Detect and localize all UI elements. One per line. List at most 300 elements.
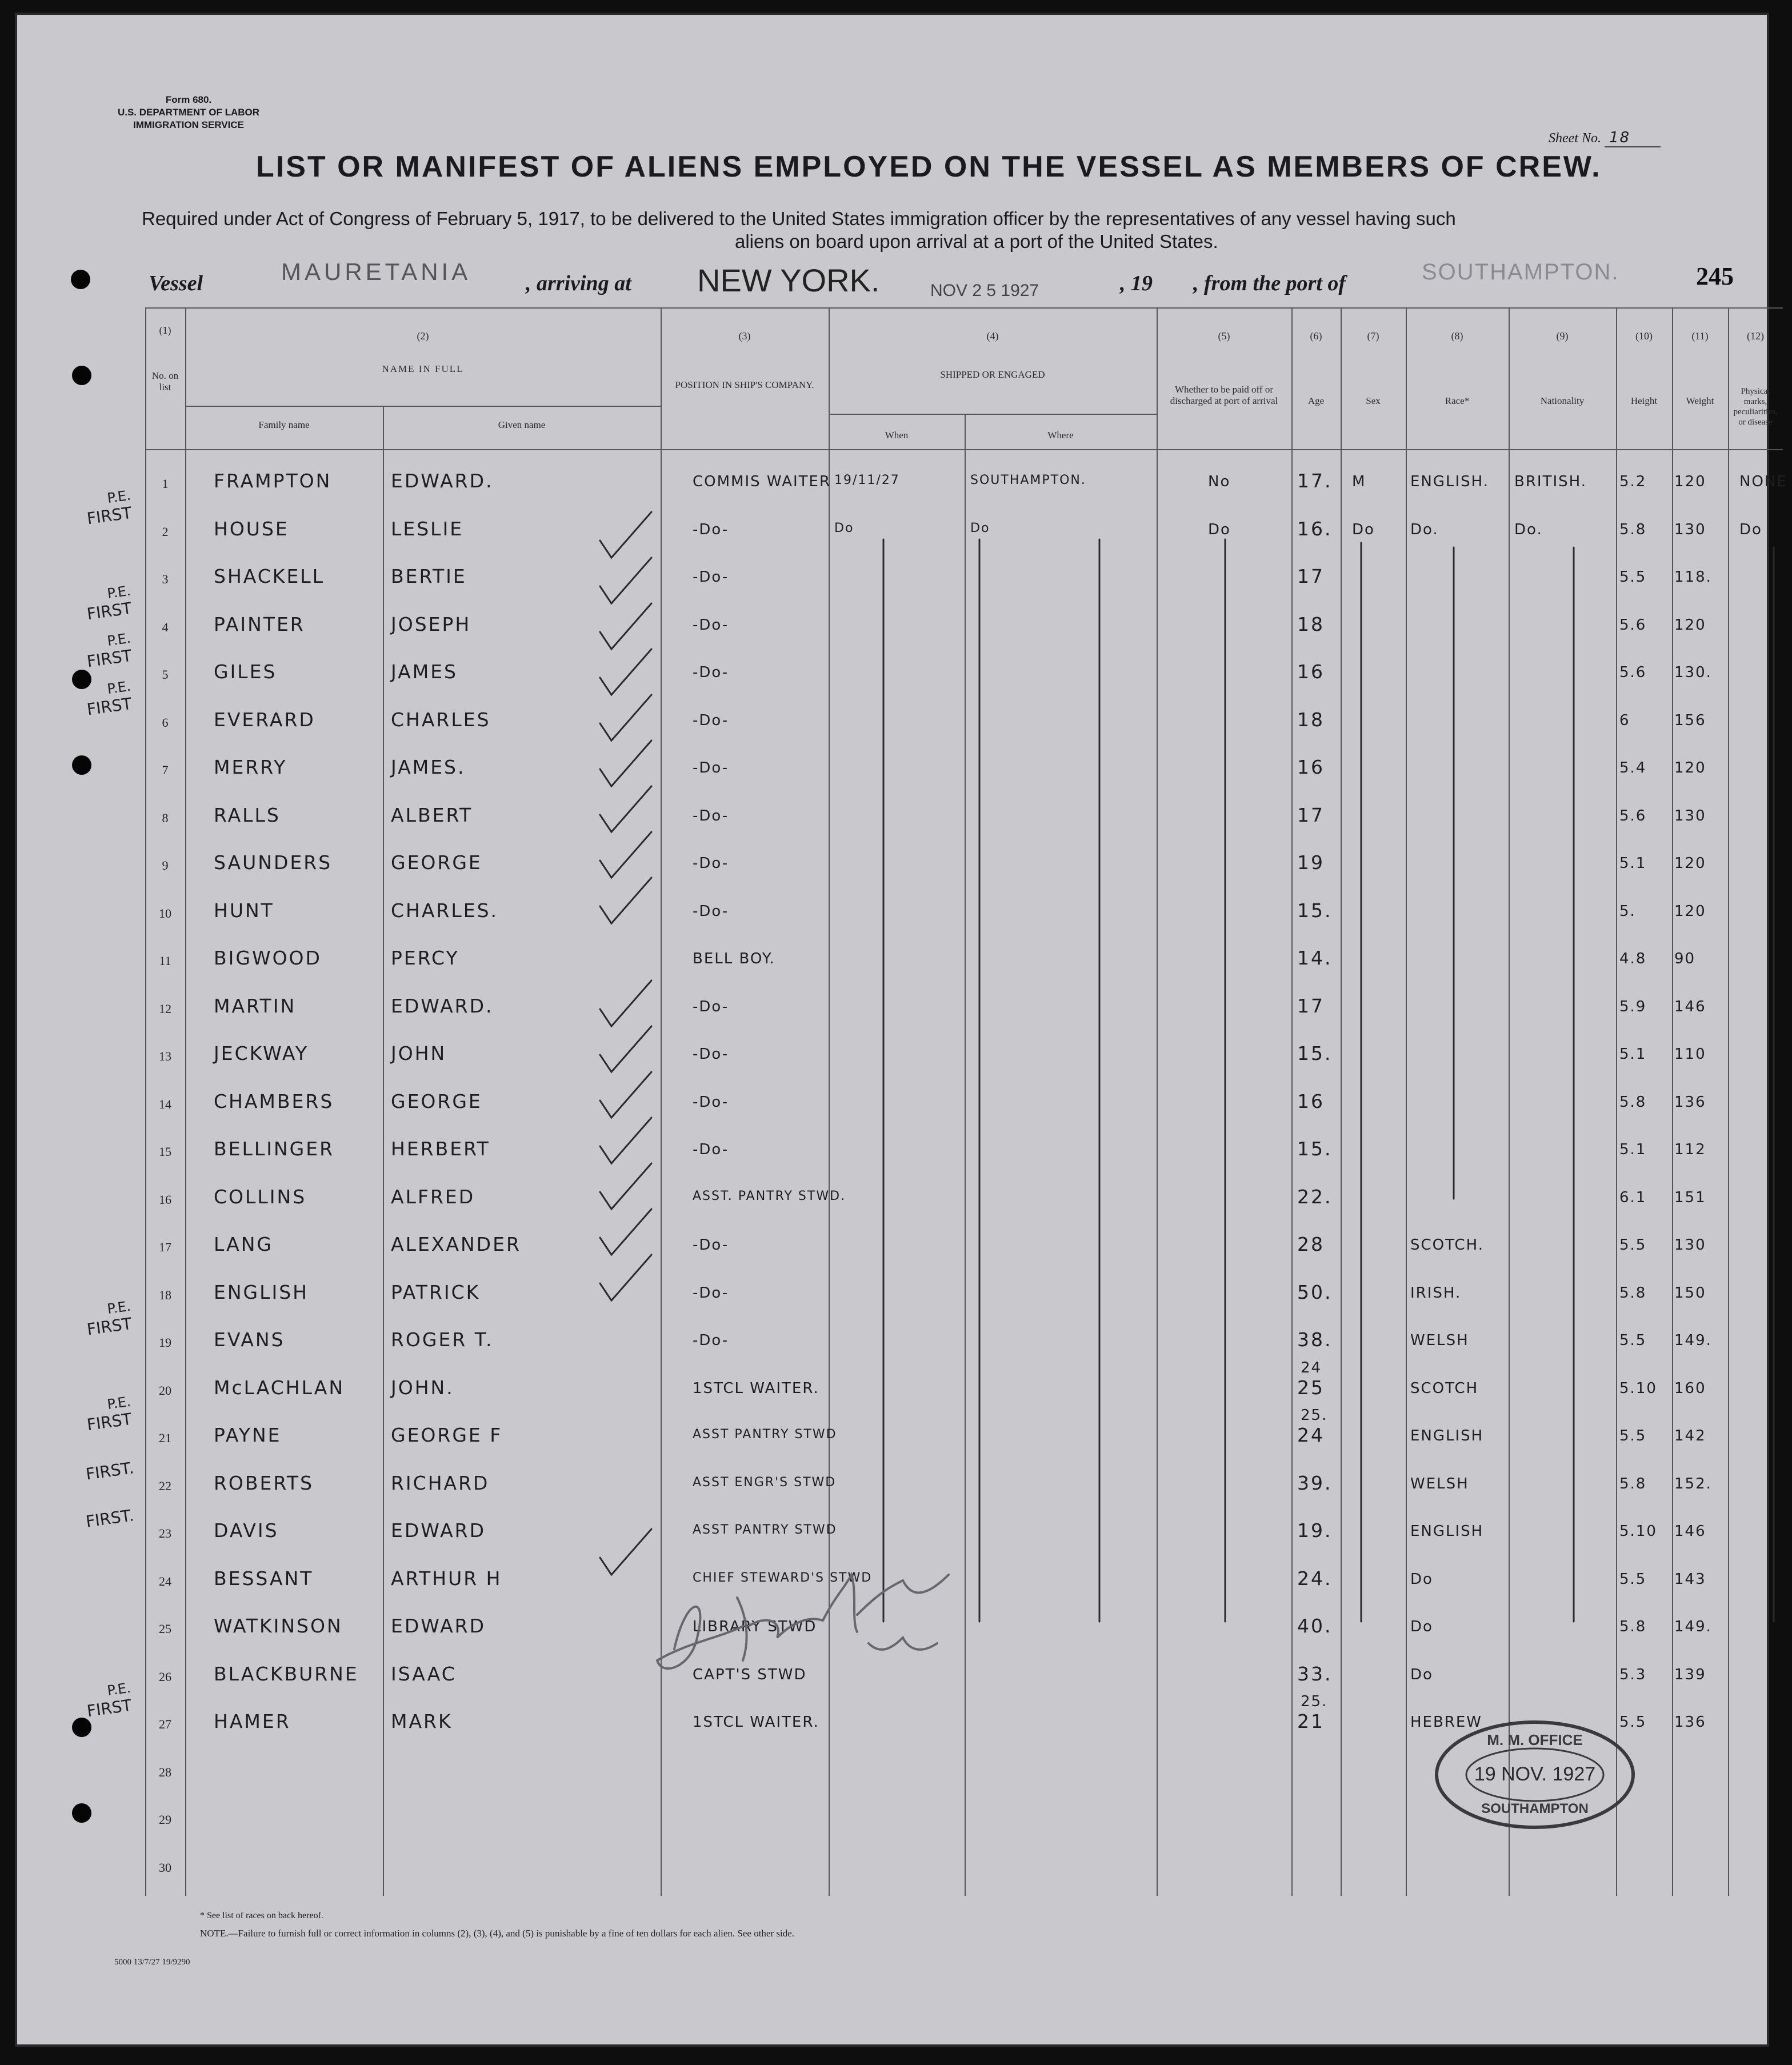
table-row [145, 1223, 1783, 1271]
table-row [145, 1080, 1783, 1128]
row-height: 5.5 [1619, 1332, 1647, 1349]
row-position: -Do- [693, 1284, 729, 1302]
header-race: Race* [1445, 395, 1470, 406]
table-row [145, 1843, 1783, 1891]
table-row [145, 1032, 1783, 1080]
row-number: 5 [162, 667, 169, 682]
page-number: 245 [1696, 262, 1734, 290]
row-age: 14. [1297, 947, 1333, 969]
row-height: 5.8 [1619, 521, 1647, 538]
row-shipped-when: 19/11/27 [834, 473, 900, 487]
margin-note-line: FIRST [86, 503, 133, 528]
year-label: , 19 [1120, 271, 1153, 295]
row-race: ENGLISH [1410, 1523, 1484, 1540]
row-age: 24 [1297, 1424, 1325, 1446]
arrival-date: NOV 2 5 1927 [930, 281, 1039, 300]
table-row [145, 698, 1783, 746]
row-given-name: JOHN [391, 1042, 447, 1064]
col-num-8: (8) [1451, 330, 1463, 342]
row-family-name: EVERARD [214, 708, 315, 731]
header-physical-marks: Physical marks, peculiarities, or disease [1733, 387, 1778, 427]
row-height: 5.6 [1619, 807, 1647, 825]
row-age: 16 [1297, 756, 1325, 778]
row-number: 6 [162, 715, 169, 730]
row-weight: 151 [1674, 1188, 1706, 1206]
row-number: 3 [162, 572, 169, 586]
table-row [145, 1318, 1783, 1366]
margin-note-line: FIRST [86, 694, 133, 719]
row-given-name: JOSEPH [391, 613, 471, 635]
row-number: 23 [159, 1526, 171, 1540]
row-number: 22 [159, 1478, 171, 1493]
row-height: 5.5 [1619, 1714, 1647, 1731]
row-physical-marks: NONE [1739, 473, 1787, 490]
row-given-name: EDWARD. [391, 470, 494, 492]
row-number: 26 [159, 1669, 171, 1684]
col-num-7: (7) [1367, 330, 1379, 342]
row-height: 5.8 [1619, 1284, 1647, 1302]
from-port-label: , from the port of [1193, 271, 1346, 295]
row-age: 19 [1297, 851, 1325, 874]
row-weight: 112 [1674, 1141, 1706, 1158]
row-weight: 136 [1674, 1714, 1706, 1731]
margin-note-line: FIRST [86, 1695, 133, 1721]
row-sex: Do [1352, 521, 1375, 538]
row-family-name: GILES [214, 661, 277, 683]
row-age: 18 [1297, 613, 1325, 635]
row-height: 5.10 [1619, 1523, 1657, 1540]
stamp-date: 19 NOV. 1927 [1474, 1763, 1596, 1785]
row-paid-off: Do [1208, 521, 1231, 538]
header-given-name: Given name [498, 419, 546, 430]
row-weight: 149. [1674, 1332, 1712, 1349]
arriving-label: , arriving at [526, 271, 631, 295]
row-weight: 143 [1674, 1570, 1706, 1588]
row-weight: 150 [1674, 1284, 1706, 1302]
table-row [145, 889, 1783, 937]
row-age: 40. [1297, 1615, 1333, 1637]
row-height: 5.1 [1619, 1141, 1647, 1158]
row-race: ENGLISH [1410, 1427, 1484, 1444]
row-height: 5.6 [1619, 664, 1647, 681]
row-family-name: HUNT [214, 899, 274, 922]
row-height: 5.8 [1619, 1618, 1647, 1635]
row-weight: 120 [1674, 759, 1706, 777]
margin-note-line: FIRST. [85, 1506, 135, 1531]
table-row [145, 794, 1783, 842]
table-row [145, 650, 1783, 698]
row-given-name: GEORGE F [391, 1424, 503, 1446]
row-age: 17 [1297, 565, 1325, 587]
row-age: 25 [1297, 1376, 1325, 1399]
col-num-3: (3) [738, 330, 751, 342]
col-num-11: (11) [1691, 330, 1709, 342]
table-row [145, 1366, 1783, 1414]
table-row [145, 459, 1787, 507]
row-height: 5.5 [1619, 569, 1647, 586]
stamp-top-text: M. M. OFFICE [1487, 1731, 1583, 1748]
row-weight: 90 [1674, 950, 1696, 967]
row-family-name: SHACKELL [214, 565, 325, 587]
row-family-name: MERRY [214, 756, 287, 778]
table-row [145, 1462, 1783, 1510]
row-family-name: ROBERTS [214, 1471, 314, 1494]
manifest-sheet [15, 13, 1787, 2047]
row-weight: 139 [1674, 1666, 1706, 1683]
row-age: 18 [1297, 708, 1325, 731]
margin-note-line: P.E. [106, 1393, 132, 1413]
row-given-name: BERTIE [391, 565, 467, 587]
row-number: 28 [159, 1764, 171, 1779]
row-position: -Do- [693, 1236, 729, 1254]
row-height: 5.5 [1619, 1427, 1647, 1444]
row-given-name: ARTHUR H [391, 1567, 502, 1590]
row-height: 5.5 [1619, 1236, 1647, 1254]
row-position: 1STCL WAITER. [693, 1379, 819, 1397]
form-subtitle-line-1: Required under Act of Congress of February 5, 1917, to be delivered to the United States immigration officer by the representatives of any vessel having such [142, 208, 1456, 229]
margin-note [83, 678, 134, 719]
col-num-10: (10) [1635, 330, 1653, 342]
row-family-name: FRAMPTON [214, 470, 332, 492]
row-position: -Do- [693, 664, 729, 681]
row-number: 25 [159, 1622, 171, 1636]
row-given-name: GEORGE [391, 851, 482, 874]
row-race: IRISH. [1410, 1284, 1462, 1302]
form-subtitle-line-2: aliens on board upon arrival at a port of the United States. [735, 231, 1218, 252]
row-race: WELSH [1410, 1475, 1469, 1492]
row-shipped-where: Do [970, 521, 990, 535]
header-weight: Weight [1686, 395, 1714, 406]
table-row [145, 841, 1783, 889]
mm-office-stamp [1432, 1718, 1638, 1832]
department-name: U.S. DEPARTMENT OF LABOR [117, 107, 260, 118]
margin-note-line: P.E. [106, 1679, 132, 1699]
row-weight: 136 [1674, 1093, 1706, 1111]
row-weight: 120 [1674, 855, 1706, 872]
header-shipped: SHIPPED OR ENGAGED [940, 369, 1045, 380]
row-weight: 120 [1674, 616, 1706, 634]
row-number: 18 [159, 1287, 171, 1302]
row-race: WELSH [1410, 1332, 1469, 1349]
sheet-number [1549, 129, 1661, 147]
row-weight: 118. [1674, 569, 1712, 586]
row-number: 21 [159, 1431, 171, 1445]
row-given-name: RICHARD [391, 1471, 490, 1494]
margin-note-line: P.E. [106, 582, 132, 602]
footer-printer-code: 5000 13/7/27 19/9290 [114, 1958, 190, 1967]
margin-note [83, 630, 134, 671]
row-age: 15. [1297, 899, 1333, 922]
row-given-name: JAMES [391, 661, 458, 683]
row-given-name: JAMES. [391, 756, 466, 778]
row-family-name: COLLINS [214, 1185, 307, 1208]
col-num-2: (2) [417, 330, 429, 342]
row-height: 5.6 [1619, 616, 1647, 634]
row-age: 50. [1297, 1280, 1333, 1303]
row-weight: 120 [1674, 473, 1706, 490]
row-weight: 142 [1674, 1427, 1706, 1444]
punch-hole [72, 366, 91, 385]
row-position: -Do- [693, 521, 729, 538]
row-height: 5.1 [1619, 1046, 1647, 1063]
row-race: SCOTCH. [1410, 1236, 1484, 1254]
row-number: 13 [159, 1049, 171, 1063]
margin-note [85, 1506, 135, 1531]
col-num-4: (4) [986, 330, 999, 342]
punch-hole [71, 270, 90, 289]
row-age: 38. [1297, 1328, 1333, 1351]
row-height: 5.3 [1619, 1666, 1647, 1683]
sheet-number-label: Sheet No. [1549, 131, 1601, 146]
row-number: 20 [159, 1383, 171, 1398]
row-number: 10 [159, 906, 171, 921]
row-given-name: PATRICK [391, 1280, 481, 1303]
row-number: 7 [162, 763, 169, 777]
row-height: 5.8 [1619, 1475, 1647, 1492]
row-family-name: HOUSE [214, 517, 289, 540]
row-race: Do [1410, 1618, 1433, 1635]
row-family-name: BLACKBURNE [214, 1662, 359, 1685]
table-row [145, 985, 1783, 1032]
row-position: BELL BOY. [693, 950, 775, 967]
margin-note [83, 487, 134, 528]
row-number: 4 [162, 619, 169, 634]
row-given-name: ALBERT [391, 803, 473, 826]
row-position: ASST ENGR'S STWD [693, 1475, 837, 1490]
row-weight: 149. [1674, 1618, 1712, 1635]
row-position: ASST PANTRY STWD [693, 1523, 837, 1537]
row-family-name: LANG [214, 1233, 273, 1255]
row-position: -Do- [693, 711, 729, 729]
margin-note-line: P.E. [106, 678, 132, 697]
row-family-name: WATKINSON [214, 1615, 343, 1637]
row-family-name: BELLINGER [214, 1138, 335, 1160]
row-nationality: BRITISH. [1514, 473, 1587, 490]
row-height: 5.8 [1619, 1093, 1647, 1111]
row-given-name: CHARLES. [391, 899, 499, 922]
table-row [145, 746, 1783, 794]
row-height: 6.1 [1619, 1188, 1647, 1206]
col-num-5: (5) [1218, 330, 1230, 342]
row-position: ASST. PANTRY STWD. [693, 1188, 846, 1203]
row-age: 17 [1297, 994, 1325, 1017]
table-row [145, 555, 1783, 603]
margin-note [83, 582, 134, 623]
row-number: 1 [162, 477, 169, 491]
header-name-in-full: NAME IN FULL [382, 363, 464, 374]
table-row [145, 1271, 1783, 1319]
row-race: SCOTCH [1410, 1379, 1479, 1397]
row-number: 29 [159, 1812, 171, 1827]
row-age: 33. [1297, 1662, 1333, 1685]
row-given-name: HERBERT [391, 1138, 490, 1160]
vessel-name: MAURETANIA [281, 258, 471, 285]
row-position: -Do- [693, 1332, 729, 1349]
row-given-name: LESLIE [391, 517, 464, 540]
row-number: 27 [159, 1717, 171, 1731]
margin-note [83, 1394, 134, 1435]
row-age: 22. [1297, 1185, 1333, 1208]
row-shipped-when: Do [834, 521, 854, 535]
col-num-12: (12) [1747, 330, 1764, 342]
stamp-bottom-text: SOUTHAMPTON [1481, 1801, 1589, 1816]
row-position: ASST PANTRY STWD [693, 1427, 837, 1442]
row-given-name: ALFRED [391, 1185, 475, 1208]
row-height: 4.8 [1619, 950, 1647, 967]
row-race: Do [1410, 1666, 1433, 1683]
row-age: 16 [1297, 1090, 1325, 1112]
margin-note-line: FIRST [86, 646, 133, 671]
row-position: -Do- [693, 1046, 729, 1063]
col-num-6: (6) [1310, 330, 1322, 342]
row-number: 17 [159, 1240, 171, 1254]
footer-race-note: * See list of races on back hereof. [200, 1911, 323, 1920]
form-title: LIST OR MANIFEST OF ALIENS EMPLOYED ON THE VESSEL AS MEMBERS OF CREW. [256, 150, 1602, 183]
row-position: -Do- [693, 902, 729, 920]
row-number: 12 [159, 1001, 171, 1016]
col-num-9: (9) [1556, 330, 1569, 342]
corrected-age: 25. [1301, 1407, 1328, 1424]
header-age: Age [1307, 395, 1325, 406]
row-weight: 130 [1674, 1236, 1706, 1254]
row-given-name: CHARLES [391, 708, 491, 731]
row-number: 15 [159, 1144, 171, 1159]
row-family-name: MARTIN [214, 994, 297, 1017]
header-nationality: Nationality [1540, 395, 1585, 406]
table-row [145, 937, 1783, 985]
row-position: LIBRARY STWD [693, 1618, 817, 1635]
row-age: 15. [1297, 1042, 1333, 1064]
corrected-age: 24 [1301, 1359, 1322, 1376]
col-num-1: (1) [159, 325, 171, 336]
service-name: IMMIGRATION SERVICE [133, 119, 244, 130]
row-position: -Do- [693, 998, 729, 1015]
margin-note-line: P.E. [106, 1298, 132, 1318]
form-number: Form 680. [165, 94, 212, 105]
officer-signature [651, 1529, 971, 1700]
row-age: 19. [1297, 1519, 1333, 1542]
row-given-name: GEORGE [391, 1090, 482, 1112]
row-race: Do. [1410, 521, 1439, 538]
row-race: Do [1410, 1570, 1433, 1588]
row-family-name: RALLS [214, 803, 281, 826]
row-height: 5. [1619, 902, 1636, 920]
row-race: HEBREW [1410, 1714, 1483, 1731]
margin-note-line: P.E. [106, 487, 132, 506]
row-position: -Do- [693, 759, 729, 777]
row-number: 30 [159, 1860, 171, 1875]
table-row [145, 1127, 1783, 1175]
row-family-name: PAINTER [214, 613, 305, 635]
row-height: 5.10 [1619, 1379, 1657, 1397]
row-weight: 152. [1674, 1475, 1712, 1492]
row-family-name: HAMER [214, 1710, 291, 1732]
row-given-name: EDWARD [391, 1615, 486, 1637]
margin-note [83, 1680, 134, 1721]
header-no-on-list: No. on list [151, 370, 179, 393]
row-nationality: Do. [1514, 521, 1543, 538]
row-position: CHIEF STEWARD'S STWD [693, 1570, 873, 1585]
row-race: ENGLISH. [1410, 473, 1490, 490]
form-header [114, 94, 263, 131]
row-given-name: ISAAC [391, 1662, 457, 1685]
row-sex: M [1352, 473, 1366, 490]
header-paid-off: Whether to be paid off or discharged at port of arrival [1170, 384, 1278, 406]
row-position: -Do- [693, 1141, 729, 1158]
row-given-name: ROGER T. [391, 1328, 494, 1351]
footer-note: NOTE.—Failure to furnish full or correct information in columns (2), (3), (4), and (5) is punishable by a fine of ten dollars for each alien. See other side. [200, 1928, 795, 1939]
row-family-name: McLACHLAN [214, 1376, 345, 1399]
margin-note-line: FIRST [86, 1314, 133, 1339]
row-weight: 146 [1674, 998, 1706, 1015]
row-age: 21 [1297, 1710, 1325, 1732]
header-position: POSITION IN SHIP'S COMPANY. [675, 379, 814, 390]
table-row [145, 1414, 1783, 1462]
row-position: -Do- [693, 569, 729, 586]
row-family-name: BIGWOOD [214, 947, 322, 969]
row-family-name: PAYNE [214, 1424, 282, 1446]
header-family-name: Family name [258, 419, 310, 430]
row-height: 5.4 [1619, 759, 1647, 777]
arriving-port: NEW YORK. [697, 262, 880, 298]
row-number: 14 [159, 1096, 171, 1111]
row-weight: 120 [1674, 902, 1706, 920]
row-family-name: JECKWAY [214, 1042, 309, 1064]
row-number: 16 [159, 1192, 171, 1207]
header-when: When [885, 430, 909, 441]
row-age: 17. [1297, 470, 1333, 492]
vessel-label: Vessel [149, 271, 203, 295]
row-number: 2 [162, 524, 169, 539]
row-number: 9 [162, 858, 169, 873]
table-row [145, 603, 1783, 651]
row-height: 5.5 [1619, 1570, 1647, 1588]
row-weight: 130 [1674, 521, 1706, 538]
row-given-name: MARK [391, 1710, 453, 1732]
margin-note [83, 1298, 134, 1339]
row-weight: 130. [1674, 664, 1712, 681]
row-age: 16. [1297, 517, 1333, 540]
margin-note [85, 1458, 135, 1483]
row-position: -Do- [693, 616, 729, 634]
row-weight: 156 [1674, 711, 1706, 729]
row-number: 24 [159, 1574, 171, 1588]
margin-note-line: FIRST [86, 598, 133, 623]
table-row [145, 507, 1783, 555]
row-physical-marks: Do [1739, 521, 1762, 538]
header-where: Where [1047, 430, 1074, 441]
margin-note-line: FIRST. [85, 1458, 135, 1484]
header-height: Height [1630, 395, 1658, 406]
margin-note-line: P.E. [106, 630, 132, 650]
table-row [145, 1175, 1783, 1223]
row-weight: 110 [1674, 1046, 1706, 1063]
row-age: 28 [1297, 1233, 1325, 1255]
sheet-number-value: 18 [1605, 129, 1661, 147]
row-number: 19 [159, 1335, 171, 1350]
from-port: SOUTHAMPTON. [1422, 259, 1619, 285]
row-position: 1STCL WAITER. [693, 1714, 819, 1731]
row-family-name: BESSANT [214, 1567, 314, 1590]
row-given-name: EDWARD [391, 1519, 486, 1542]
row-family-name: DAVIS [214, 1519, 279, 1542]
row-given-name: EDWARD. [391, 994, 494, 1017]
row-family-name: ENGLISH [214, 1280, 309, 1303]
row-height: 6 [1619, 711, 1630, 729]
punch-hole [72, 1803, 91, 1823]
row-shipped-where: SOUTHAMPTON. [970, 473, 1086, 487]
row-family-name: EVANS [214, 1328, 285, 1351]
